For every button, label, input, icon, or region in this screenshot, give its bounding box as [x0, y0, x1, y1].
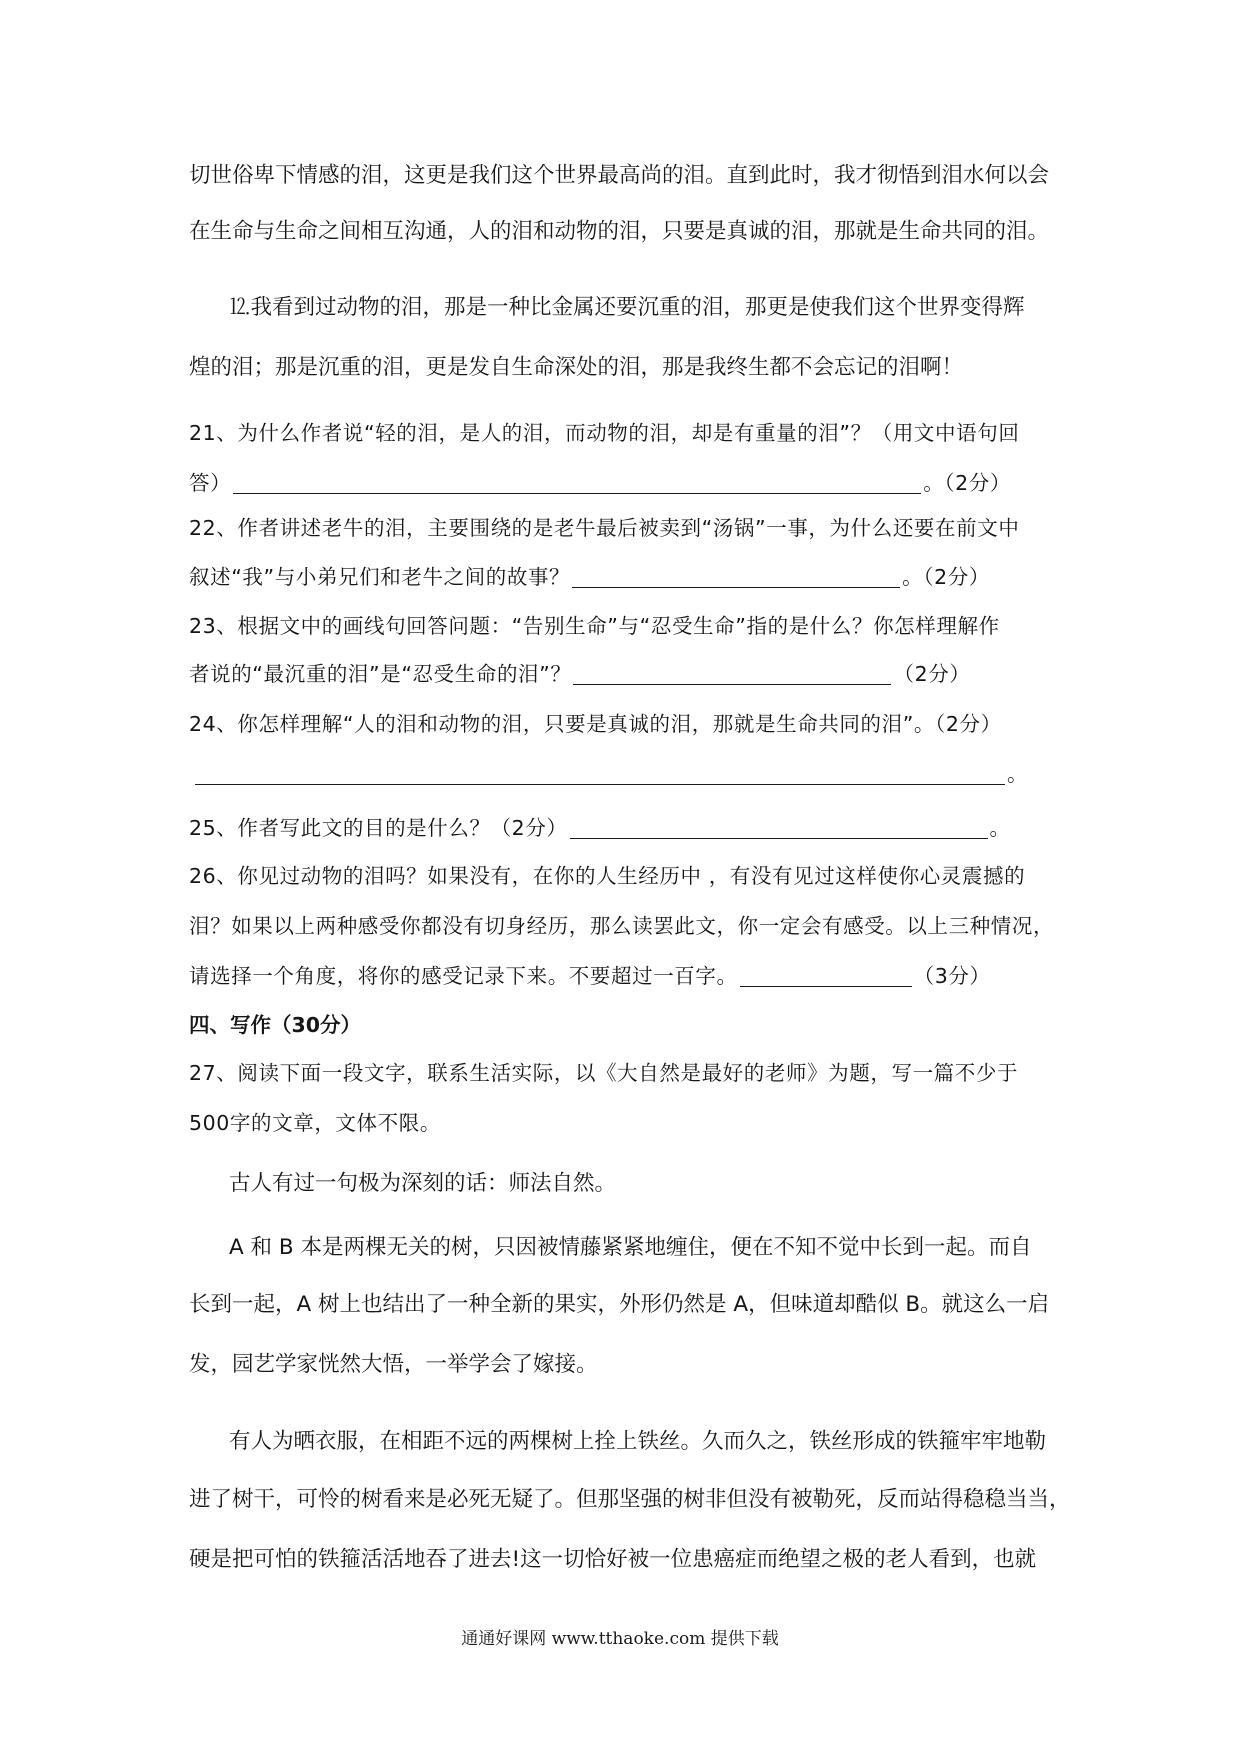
- punctuation: 。: [989, 816, 1011, 840]
- question-26: 26、你见过动物的泪吗？如果没有，在你的人生经历中 ，有没有见过这样使你心灵震撼的: [189, 864, 1026, 888]
- answer-blank[interactable]: [195, 762, 1005, 785]
- passage-line: 煌的泪；那是沉重的泪，更是发自生命深处的泪，那是我终生都不会忘记的泪啊！: [189, 355, 964, 380]
- answer-blank[interactable]: [740, 964, 912, 987]
- question-26-line: 泪？如果以上两种感受你都没有切身经历，那么读罢此文，你一定会有感受。以上三种情况，: [189, 914, 1055, 938]
- punctuation: 。: [1007, 762, 1029, 786]
- question-23: 23、根据文中的画线句回答问题：“告别生命”与“忍受生命”指的是什么？你怎样理解作: [189, 614, 1000, 638]
- answer-blank[interactable]: [233, 471, 921, 494]
- material-line: 有人为晒衣服，在相距不远的两棵树上拴上铁丝。久而久之，铁丝形成的铁箍牢牢地勒: [229, 1429, 1047, 1454]
- question-text: 请选择一个角度，将你的感受记录下来。不要超过一百字。: [189, 964, 738, 988]
- score-label: （3分）: [913, 964, 991, 988]
- passage-line: 切世俗卑下情感的泪，这更是我们这个世界最高尚的泪。直到此时，我才彻悟到泪水何以会: [189, 163, 1050, 188]
- question-27: 27、阅读下面一段文字，联系生活实际，以《大自然是最好的老师》为题，写一篇不少于: [189, 1061, 1019, 1085]
- section-heading: 四、写作（30分）: [189, 1013, 362, 1037]
- question-text: 25、作者写此文的目的是什么？（2分）: [189, 816, 568, 840]
- answer-blank[interactable]: [572, 565, 900, 588]
- score-label: 。（2分）: [902, 565, 990, 589]
- passage-line: 在生命与生命之间相互沟通，人的泪和动物的泪，只要是真诚的泪，那就是生命共同的泪。: [189, 219, 1050, 244]
- material-line: 进了树干，可怜的树看来是必死无疑了。但那坚强的树非但没有被勒死，反而站得稳稳当当，: [189, 1487, 1071, 1512]
- passage-line: ⒓我看到过动物的泪，那是一种比金属还要沉重的泪，那更是使我们这个世界变得辉: [229, 295, 1025, 320]
- material-line: 硬是把可怕的铁箍活活地吞了进去!这一切恰好被一位患癌症而绝望之极的老人看到，也就: [189, 1547, 1037, 1572]
- question-24: 24、你怎样理解“人的泪和动物的泪，只要是真诚的泪，那就是生命共同的泪”。（2分）: [189, 712, 1002, 736]
- question-26-answer-line: [189, 962, 1059, 990]
- score-label: 。（2分）: [923, 471, 1011, 495]
- material-line: 古人有过一句极为深刻的话：师法自然。: [229, 1171, 617, 1196]
- question-23-answer-line: [189, 660, 1059, 688]
- material-line: 长到一起，A 树上也结出了一种全新的果实，外形仍然是 A，但味道却酷似 B。就这么一启: [189, 1292, 1050, 1317]
- question-text: 者说的“最沉重的泪”是“忍受生命的泪”？: [189, 662, 572, 686]
- question-21-answer-line: [189, 469, 1059, 497]
- answer-blank[interactable]: [573, 662, 891, 685]
- score-label: （2分）: [893, 662, 971, 686]
- material-line: A 和 B 本是两棵无关的树，只因被情藤紧紧地缠住，便在不知不觉中长到一起。而自: [229, 1235, 1032, 1260]
- material-line: 发，园艺学家恍然大悟，一举学会了嫁接。: [189, 1352, 598, 1377]
- question-22-answer-line: [189, 563, 1059, 591]
- question-25: [189, 814, 1059, 842]
- question-text: 叙述“我”与小弟兄们和老牛之间的故事？: [189, 565, 571, 589]
- question-27-line: 500字的文章，文体不限。: [189, 1111, 441, 1135]
- page-footer: 通通好课网 www.tthaoke.com 提供下载: [461, 1629, 779, 1649]
- question-text: 答）: [189, 471, 232, 495]
- question-21: 21、为什么作者说“轻的泪，是人的泪，而动物的泪，却是有重量的泪”？（用文中语句回: [189, 421, 1020, 445]
- question-22: 22、作者讲述老牛的泪，主要围绕的是老牛最后被卖到“汤锅”一事，为什么还要在前文中: [189, 516, 1020, 540]
- question-24-answer-line: [189, 760, 1059, 788]
- answer-blank[interactable]: [570, 816, 988, 839]
